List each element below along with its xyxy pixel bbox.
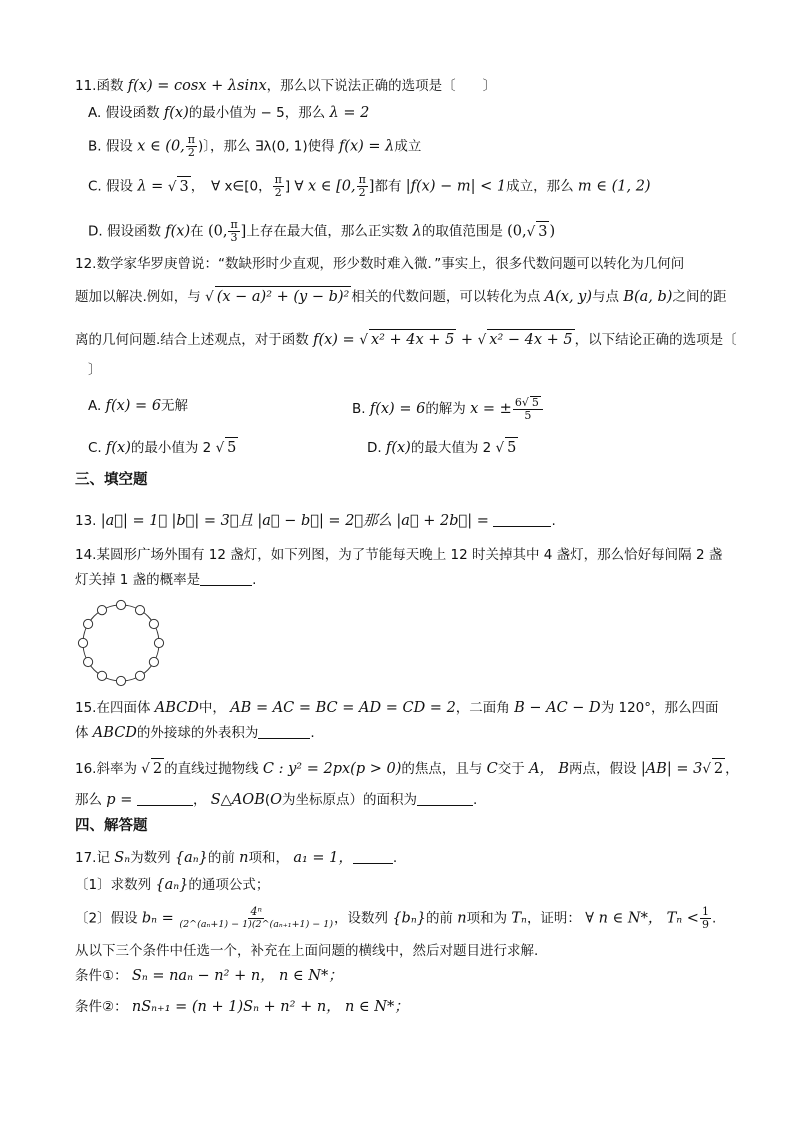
math-expr: A， xyxy=(529,761,555,777)
denominator: 9 xyxy=(701,918,709,931)
denominator: (2^(aₙ+1) − 1)(2^(aₙ₊₁+1) − 1) xyxy=(179,919,334,930)
math-expr: ∀ n ∈ N*， xyxy=(585,910,663,927)
q15-text: 15.在四面体 xyxy=(75,700,151,716)
option-text: C. 假设 xyxy=(88,178,134,195)
math-expr: C xyxy=(486,761,498,777)
q12-text: 与点 xyxy=(592,289,620,305)
answer-blank[interactable] xyxy=(200,571,252,586)
sqrt-sign xyxy=(496,440,505,456)
math-expr: n ∈ N*； xyxy=(278,968,343,984)
math-expr: n ∈ N*； xyxy=(344,999,409,1015)
q12-text: 离的几何问题.结合上述观点，对于函数 xyxy=(75,332,309,348)
option-text: A. 假设函数 xyxy=(88,105,160,121)
q12-stem-line2 xyxy=(75,286,726,307)
sqrt-sign xyxy=(702,761,711,777)
math-expr: (0, xyxy=(207,223,228,240)
fraction xyxy=(273,174,284,199)
math-expr: λ = 2 xyxy=(329,105,370,121)
q16-text: 两点，假设 xyxy=(569,761,637,777)
q17-text: 〔2〕假设 xyxy=(75,910,138,927)
fraction xyxy=(513,396,543,422)
q12-option-c xyxy=(88,437,238,458)
lamp xyxy=(154,638,163,647)
math-expr: ABCD xyxy=(154,700,199,716)
math-expr: + xyxy=(456,332,478,348)
math-expr: ) xyxy=(549,223,556,240)
q12-text: ，以下结论正确的选项是〔 xyxy=(574,332,737,348)
q17-text: 条件①： xyxy=(75,968,128,984)
q12-stem-line1 xyxy=(75,254,684,274)
option-text: B. 假设 xyxy=(88,138,133,155)
math-expr: (0, xyxy=(507,223,527,240)
q17-line1 xyxy=(75,848,397,868)
math-expr: f(x) = 6 xyxy=(369,401,426,417)
lamp xyxy=(78,638,87,647)
q12-stem-line4 xyxy=(88,360,102,380)
math-expr: Tₙ xyxy=(511,910,527,927)
lamp xyxy=(116,676,125,685)
fraction xyxy=(179,906,333,931)
q15-text: 的外接球的外表积为 xyxy=(136,725,259,741)
q17-text: 〔1〕求数列 xyxy=(75,877,152,893)
lamp xyxy=(116,600,125,609)
q14-text: 灯关掉 1 盏的概率是 xyxy=(75,572,201,588)
numerator: 6 xyxy=(514,396,522,409)
q16-line1 xyxy=(75,758,739,779)
sqrt-sign xyxy=(478,332,487,348)
q12-text: 题加以解决.例如，与 xyxy=(75,289,201,305)
q15-text: 中， xyxy=(198,700,226,716)
q17-part2 xyxy=(75,906,716,931)
math-expr: f(x) xyxy=(385,440,411,456)
math-expr: n xyxy=(239,850,249,866)
math-expr: nSₙ₊₁ = (n + 1)Sₙ + n² + n， xyxy=(131,999,341,1015)
math-expr: f(x) xyxy=(165,223,191,240)
q11-option-d xyxy=(88,219,555,244)
q16-text: ， xyxy=(725,761,739,777)
option-text: 成立，那么 xyxy=(506,178,574,195)
option-text: ] ∀ xyxy=(284,178,304,195)
q11-option-b xyxy=(88,134,421,159)
math-expr: B − AC − D xyxy=(514,700,601,716)
option-text: )〕，那么 ∃λ(0, 1)使得 xyxy=(198,138,335,155)
sqrt-sign xyxy=(359,332,368,348)
period: . xyxy=(473,792,478,808)
math-expr: {aₙ} xyxy=(155,877,189,893)
numerator: 1 xyxy=(701,905,709,918)
q12-text: 〕 xyxy=(88,362,102,378)
answer-blank-area[interactable] xyxy=(417,791,473,806)
option-text: D. xyxy=(367,440,382,456)
q17-text: 为数列 xyxy=(130,850,171,866)
option-text: 的解为 xyxy=(425,401,466,417)
denominator: 3 xyxy=(230,231,238,244)
option-text: 的最小值为 − 5，那么 xyxy=(188,105,326,121)
q13 xyxy=(75,511,556,531)
numerator: π xyxy=(274,173,282,186)
math-expr: f(x) xyxy=(163,105,189,121)
option-text: 的取值范围是 xyxy=(421,223,503,240)
lamp xyxy=(135,605,144,614)
q15-text: 体 xyxy=(75,725,89,741)
option-text: 无解 xyxy=(161,398,189,414)
sqrt-radicand: 2 xyxy=(712,758,725,779)
q14-line1: 14.某圆形广场外围有 12 盏灯，如下列图，为了节能每天晚上 12 时关掉其中 4 盏灯，那么恰好每间隔 2 盏 xyxy=(75,547,723,563)
option-text: D. 假设函数 xyxy=(88,223,161,240)
q16-text: 为坐标原点）的面积为 xyxy=(282,792,418,808)
sqrt-radicand: 5 xyxy=(531,396,539,409)
lamp xyxy=(97,671,106,680)
lamp xyxy=(149,657,158,666)
q14-line2 xyxy=(75,570,256,590)
section-heading-solutions: 四、解答题 xyxy=(75,818,148,834)
option-text: C. xyxy=(88,440,102,456)
answer-blank-p[interactable] xyxy=(137,791,193,806)
q16-text: 的直线过抛物线 xyxy=(164,761,259,777)
denominator: 2 xyxy=(358,186,366,199)
q17-text: 的前 xyxy=(207,850,235,866)
math-expr: Tₙ < xyxy=(666,910,699,927)
sqrt-radicand: 3 xyxy=(536,221,549,242)
q12-stem-line3 xyxy=(75,329,737,350)
q17-text: 的通项公式； xyxy=(188,877,270,893)
q17-text: 项和为 xyxy=(466,910,508,927)
numerator: π xyxy=(230,218,238,231)
math-expr: m ∈ (1, 2) xyxy=(577,178,651,195)
q17-text: 项和， xyxy=(248,850,290,866)
option-text: 的最大值为 2 xyxy=(410,440,492,456)
q11-function: f(x) = cosx + λsinx xyxy=(127,78,267,94)
option-text: 在 xyxy=(190,223,204,240)
sqrt-radicand: x² − 4x + 5 xyxy=(487,329,574,350)
q17-condition-2 xyxy=(75,997,409,1017)
denominator: 2 xyxy=(187,146,195,159)
q11-prompt: ，那么以下说法正确的选项是〔 〕 xyxy=(266,78,497,94)
lamp xyxy=(135,671,144,680)
q12-option-b xyxy=(352,396,544,422)
math-expr: O xyxy=(270,792,283,808)
option-text: ， ∀ x∈[0， xyxy=(190,178,272,195)
period: . xyxy=(252,572,257,588)
q13-label: 13. xyxy=(75,513,97,529)
lamp xyxy=(149,619,158,628)
period: . xyxy=(551,513,556,529)
math-expr: S△AOB xyxy=(210,792,265,808)
sqrt-radicand: (x − a)² + (y − b)² xyxy=(215,286,352,307)
math-expr: ] xyxy=(240,223,247,240)
math-expr: λ = xyxy=(137,178,168,195)
q17-text: 条件②： xyxy=(75,999,128,1015)
sqrt-radicand: 3 xyxy=(177,176,190,197)
sqrt-radicand: 5 xyxy=(505,437,518,458)
period: . xyxy=(711,910,717,927)
sqrt-radicand: 5 xyxy=(225,437,238,458)
sqrt-sign xyxy=(205,289,214,305)
answer-blank[interactable] xyxy=(493,512,551,527)
option-text: 都有 xyxy=(374,178,402,195)
math-expr: λ xyxy=(412,223,422,240)
math-expr: ABCD xyxy=(92,725,137,741)
q12-option-d xyxy=(367,437,518,458)
math-expr: |AB| = 3 xyxy=(640,761,703,777)
math-expr: Sₙ xyxy=(114,850,131,866)
q17-text: ，设数列 xyxy=(334,910,389,927)
math-expr: ] xyxy=(368,178,375,195)
q12-option-a xyxy=(88,396,188,416)
math-expr: x = ± xyxy=(470,401,512,417)
q12-text: 相关的代数问题，可以转化为点 xyxy=(351,289,541,305)
q17-condition-1 xyxy=(75,966,343,986)
math-expr: |a⃗ + 2b⃗| = xyxy=(396,513,494,529)
denominator: 2 xyxy=(274,186,282,199)
sqrt-sign xyxy=(527,224,536,240)
lamp xyxy=(83,619,92,628)
q16-line2 xyxy=(75,790,477,810)
q17-text: ，证明： xyxy=(526,910,581,927)
math-expr: f(x) = λ xyxy=(338,138,395,155)
math-expr: |a⃗| = 1， xyxy=(100,513,168,529)
q12-text: 之间的距 xyxy=(672,289,727,305)
math-expr: bₙ = xyxy=(141,910,179,927)
option-text: 上存在最大值，那么正实数 xyxy=(246,223,409,240)
period: . xyxy=(310,725,315,741)
math-expr: x ∈ (0, xyxy=(137,138,185,155)
sqrt-sign xyxy=(522,396,529,409)
sqrt-sign xyxy=(168,179,177,195)
denominator: 5 xyxy=(524,409,532,422)
math-expr: AB = AC = BC = AD = CD = 2 xyxy=(230,700,456,716)
math-expr: f(x) = xyxy=(313,332,360,348)
q15-line2 xyxy=(75,723,315,743)
numerator: π xyxy=(187,133,196,146)
sqrt-radicand: x² + 4x + 5 xyxy=(369,329,456,350)
q16-text: ， xyxy=(192,792,207,808)
q16-text: 16.斜率为 xyxy=(75,761,137,777)
math-expr: A(x, y) xyxy=(544,289,593,305)
period: . xyxy=(392,850,398,866)
q17-instruction: 从以下三个条件中任选一个，补充在上面问题的横线中，然后对题目进行求解. xyxy=(75,943,539,959)
q16-text: ( xyxy=(264,792,271,808)
fraction xyxy=(700,906,711,931)
lamp xyxy=(97,605,106,614)
math-expr: f(x) = 6 xyxy=(105,398,162,414)
answer-blank[interactable] xyxy=(258,724,310,739)
math-expr: {aₙ} xyxy=(174,850,208,866)
section-heading-fill-in: 三、填空题 xyxy=(75,472,148,488)
math-expr: n xyxy=(457,910,467,927)
sqrt-sign xyxy=(141,761,150,777)
math-expr: Sₙ = naₙ − n² + n， xyxy=(131,968,275,984)
q15-text: 为 120°，那么四面 xyxy=(600,700,719,716)
q15-line1 xyxy=(75,698,719,718)
option-text: B. xyxy=(352,401,366,417)
lamp xyxy=(83,657,92,666)
option-text: 成立 xyxy=(394,138,422,155)
q17-text: 的前 xyxy=(425,910,453,927)
q11-label: 11.函数 xyxy=(75,78,124,94)
fraction xyxy=(357,174,368,199)
q11-option-c xyxy=(88,174,651,199)
numerator: π xyxy=(358,173,366,186)
q17-part1 xyxy=(75,875,269,895)
option-text: 的最小值为 2 xyxy=(130,440,212,456)
math-expr: {bₙ} xyxy=(392,910,426,927)
q11-option-a xyxy=(88,103,369,123)
q16-text: 那么 xyxy=(75,792,102,808)
math-expr: C : y² = 2px(p > 0) xyxy=(262,761,402,777)
q16-text: 交于 xyxy=(497,761,525,777)
math-expr: B xyxy=(558,761,570,777)
math-expr: |f(x) − m| < 1 xyxy=(405,178,507,195)
math-expr: p = xyxy=(106,792,137,808)
q12-text: 12.数学家华罗庚曾说：“数缺形时少直观，形少数时难入微．”事实上，很多代数问题可以转化为几何问 xyxy=(75,256,685,272)
q16-text: 的焦点，且与 xyxy=(401,761,483,777)
q17-text: 17.记 xyxy=(75,850,110,866)
sqrt-sign xyxy=(216,440,225,456)
lamp-ring-diagram xyxy=(76,599,168,689)
condition-blank[interactable] xyxy=(353,849,393,864)
ring-circle xyxy=(83,605,159,681)
q15-text: ，二面角 xyxy=(455,700,510,716)
math-expr: |b⃗| = 3，且 xyxy=(171,513,254,529)
numerator: 4ⁿ xyxy=(250,905,262,918)
math-expr: B(a, b) xyxy=(623,289,673,305)
lamp-group xyxy=(78,600,163,685)
math-expr: a₁ = 1， xyxy=(293,850,353,866)
math-expr: f(x) xyxy=(106,440,131,456)
math-expr: |a⃗ − b⃗| = 2，那么 xyxy=(257,513,393,529)
sqrt-radicand: 2 xyxy=(151,758,164,779)
math-expr: x ∈ [0, xyxy=(307,178,356,195)
option-text: A. xyxy=(88,398,102,414)
q11-stem xyxy=(75,76,496,96)
fraction xyxy=(228,219,239,244)
fraction xyxy=(186,134,197,159)
